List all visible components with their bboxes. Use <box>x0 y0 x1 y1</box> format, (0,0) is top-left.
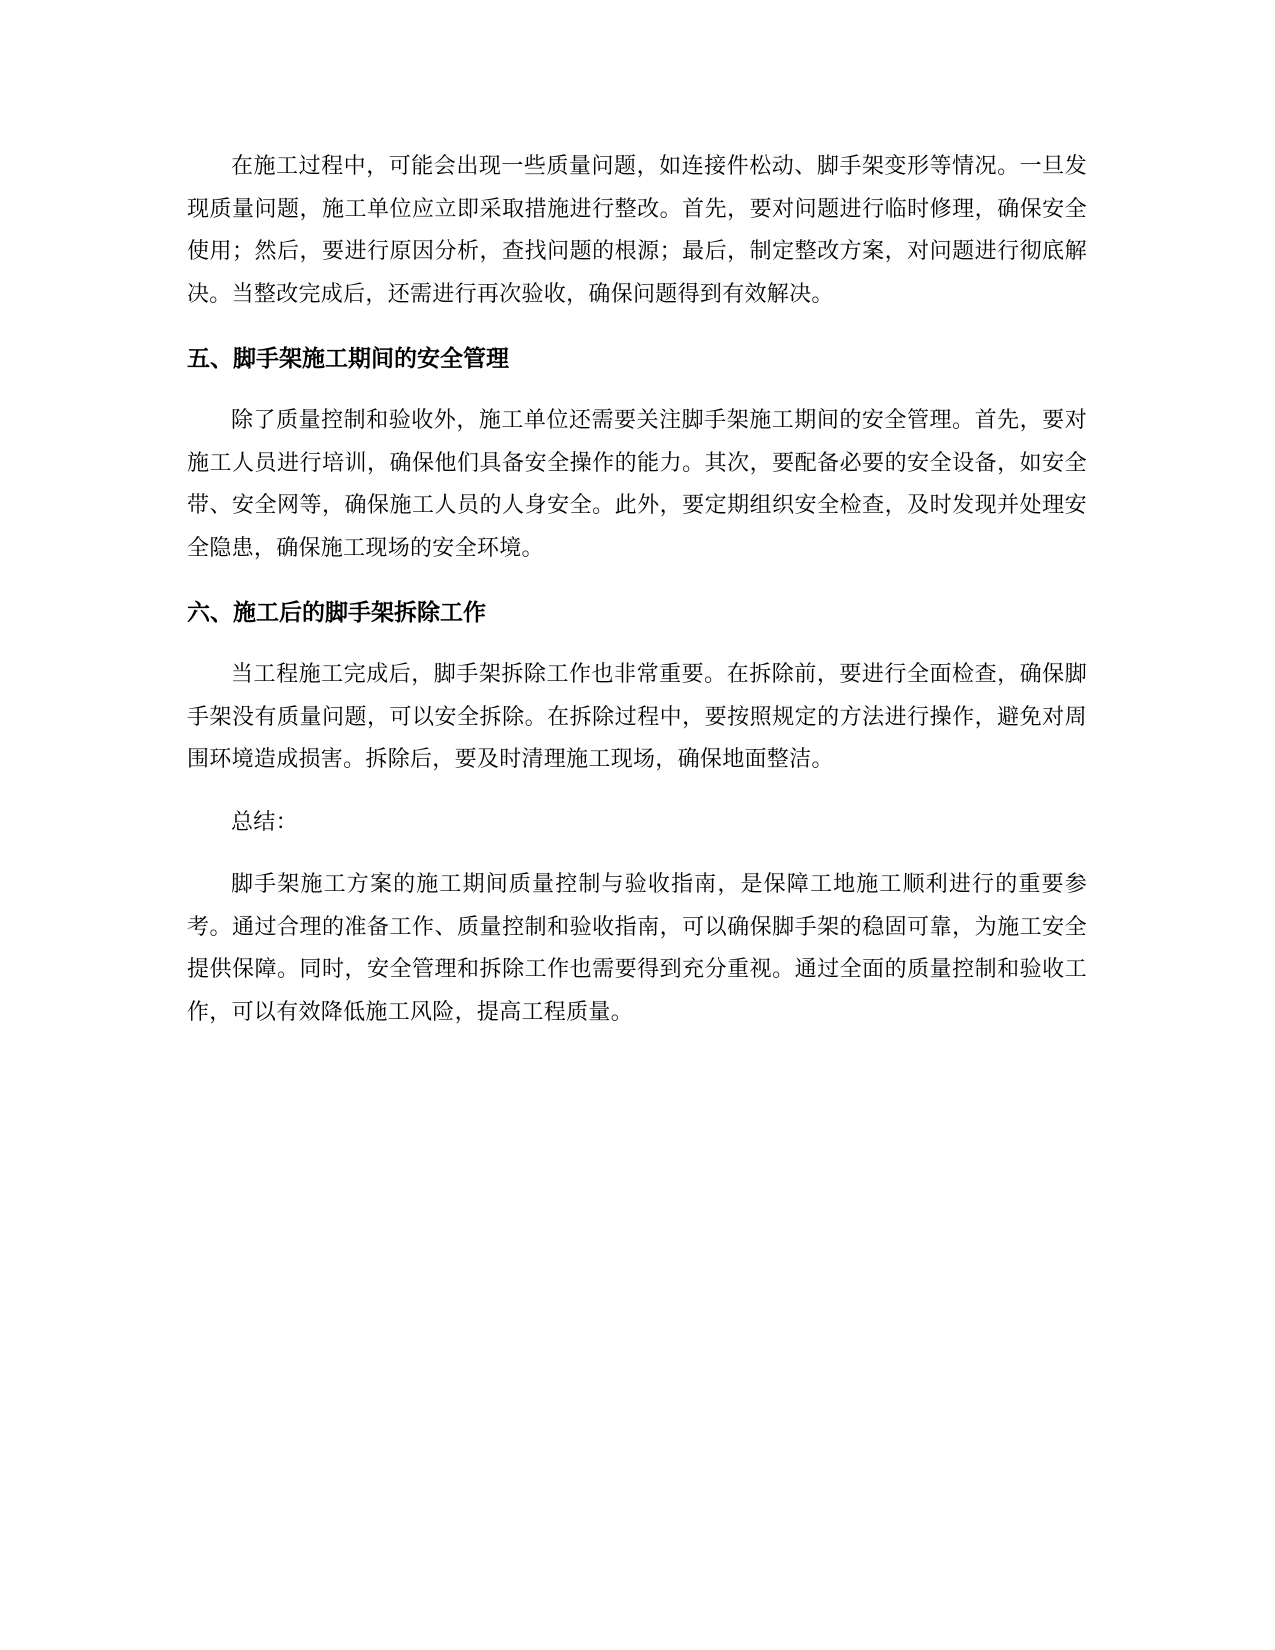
spacer <box>187 844 1087 864</box>
spacer <box>187 316 1087 338</box>
paragraph-summary: 脚手架施工方案的施工期间质量控制与验收指南，是保障工地施工顺利进行的重要参考。通过合理的准备工作、质量控制和验收指南，可以确保脚手架的稳固可靠，为施工安全提供保障。同时，安全管理和拆除工作也需要得到充分重视。通过全面的质量控制和验收工作，可以有效降低施工风险，提高工程质量。 <box>187 872 1087 1025</box>
spacer <box>187 782 1087 802</box>
spacer <box>187 570 1087 592</box>
paragraph-dismantling: 当工程施工完成后，脚手架拆除工作也非常重要。在拆除前，要进行全面检查，确保脚手架没有质量问题，可以安全拆除。在拆除过程中，要按照规定的方法进行操作，避免对周围环境造成损害。拆除后，要及时清理施工现场，确保地面整洁。 <box>187 662 1087 772</box>
section-heading-dismantling: 六、施工后的脚手架拆除工作 <box>187 600 486 626</box>
spacer <box>187 380 1087 400</box>
document-body <box>187 146 1087 1034</box>
section-heading-safety-management: 五、脚手架施工期间的安全管理 <box>187 346 509 372</box>
paragraph-safety-management: 除了质量控制和验收外，施工单位还需要关注脚手架施工期间的安全管理。首先，要对施工人员进行培训，确保他们具备安全操作的能力。其次，要配备必要的安全设备，如安全带、安全网等，确保施工人员的人身安全。此外，要定期组织安全检查，及时发现并处理安全隐患，确保施工现场的安全环境。 <box>187 408 1087 561</box>
spacer <box>187 634 1087 654</box>
summary-label: 总结： <box>231 809 298 835</box>
paragraph-quality-rectification: 在施工过程中，可能会出现一些质量问题，如连接件松动、脚手架变形等情况。一旦发现质量问题，施工单位应立即采取措施进行整改。首先，要对问题进行临时修理，确保安全使用；然后，要进行原因分析，查找问题的根源；最后，制定整改方案，对问题进行彻底解决。当整改完成后，还需进行再次验收，确保问题得到有效解决。 <box>187 154 1087 307</box>
